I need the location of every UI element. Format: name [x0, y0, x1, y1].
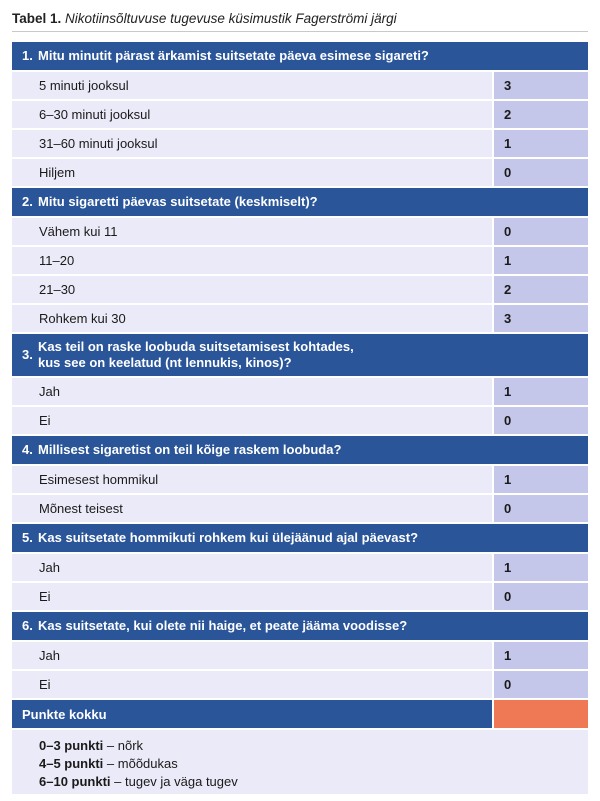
question-header-2	[12, 188, 588, 216]
scale-description: tugev ja väga tugev	[125, 774, 238, 789]
fagerstrom-table	[12, 42, 588, 794]
caption-title: Nikotiinsõltuvuse tugevuse küsimustik Fagerströmi järgi	[65, 11, 397, 26]
answer-row	[12, 72, 588, 99]
answer-row	[12, 466, 588, 493]
answer-row	[12, 554, 588, 581]
answer-label: Ei	[12, 671, 492, 698]
answer-points: 2	[494, 276, 588, 303]
question-number: 4.	[22, 442, 33, 457]
question-text-line: Mitu sigaretti päevas suitsetate (keskmiselt)?	[38, 194, 318, 209]
answer-points: 0	[494, 159, 588, 186]
caption-label: Tabel 1.	[12, 11, 62, 26]
answer-row	[12, 101, 588, 128]
answer-label: 6–30 minuti jooksul	[12, 101, 492, 128]
answer-row	[12, 583, 588, 610]
answer-row	[12, 671, 588, 698]
answer-points: 2	[494, 101, 588, 128]
answer-points: 1	[494, 130, 588, 157]
answer-label: Rohkem kui 30	[12, 305, 492, 332]
answer-label: 11–20	[12, 247, 492, 274]
answer-points: 0	[494, 495, 588, 522]
answer-points: 0	[494, 671, 588, 698]
question-text-line: Kas suitsetate, kui olete nii haige, et peate jääma voodisse?	[38, 618, 408, 633]
answer-label: Jah	[12, 554, 492, 581]
answer-points: 1	[494, 642, 588, 669]
score-scale	[12, 730, 588, 794]
answer-points: 3	[494, 72, 588, 99]
answer-label: Hiljem	[12, 159, 492, 186]
total-row	[12, 700, 588, 728]
answer-row	[12, 305, 588, 332]
scale-description: mõõdukas	[117, 756, 178, 771]
total-score-box	[494, 700, 588, 728]
answer-row	[12, 130, 588, 157]
scale-row: 6–10 punkti – tugev ja väga tugev	[39, 774, 238, 789]
table-caption	[12, 11, 397, 26]
question-header-4	[12, 436, 588, 464]
answer-label: 5 minuti jooksul	[12, 72, 492, 99]
question-text-line: Kas teil on raske loobuda suitsetamisest kohtades,	[38, 339, 354, 354]
question-number: 2.	[22, 194, 33, 209]
answer-row	[12, 378, 588, 405]
answer-label: Jah	[12, 642, 492, 669]
answer-points: 1	[494, 554, 588, 581]
question-text	[38, 442, 578, 458]
answer-row	[12, 159, 588, 186]
answer-row	[12, 247, 588, 274]
question-number: 6.	[22, 618, 33, 633]
answer-points: 1	[494, 247, 588, 274]
scale-description: nõrk	[117, 738, 144, 753]
answer-row	[12, 407, 588, 434]
answer-label: Ei	[12, 407, 492, 434]
question-text-line: Mitu minutit pärast ärkamist suitsetate päeva esimese sigareti?	[38, 48, 429, 63]
answer-label: Esimesest hommikul	[12, 466, 492, 493]
answer-points: 0	[494, 583, 588, 610]
caption-divider	[12, 31, 588, 32]
question-text	[38, 194, 578, 210]
question-text-line: kus see on keelatud (nt lennukis, kinos)?	[38, 355, 292, 370]
answer-label: Vähem kui 11	[12, 218, 492, 245]
question-text-line: Kas suitsetate hommikuti rohkem kui ülejäänud ajal päevast?	[38, 530, 419, 545]
question-text	[38, 339, 578, 371]
answer-points: 0	[494, 218, 588, 245]
question-text-line: Millisest sigaretist on teil kõige raskem loobuda?	[38, 442, 342, 457]
answer-points: 1	[494, 378, 588, 405]
answer-label: 21–30	[12, 276, 492, 303]
scale-range: 6–10 punkti	[39, 774, 111, 789]
question-number: 1.	[22, 48, 33, 63]
answer-row	[12, 276, 588, 303]
answer-points: 3	[494, 305, 588, 332]
question-text	[38, 48, 578, 64]
question-text	[38, 530, 578, 546]
question-number: 5.	[22, 530, 33, 545]
question-header-1	[12, 42, 588, 70]
answer-row	[12, 218, 588, 245]
answer-points: 0	[494, 407, 588, 434]
question-text	[38, 618, 578, 634]
question-number: 3.	[22, 347, 33, 362]
question-header-3	[12, 334, 588, 376]
answer-row	[12, 495, 588, 522]
scale-range: 4–5 punkti	[39, 756, 104, 771]
answer-label: Mõnest teisest	[12, 495, 492, 522]
scale-row: 0–3 punkti – nõrk	[39, 738, 144, 753]
total-label: Punkte kokku	[12, 700, 492, 728]
answer-points: 1	[494, 466, 588, 493]
answer-row	[12, 642, 588, 669]
question-header-5	[12, 524, 588, 552]
answer-label: Jah	[12, 378, 492, 405]
answer-label: 31–60 minuti jooksul	[12, 130, 492, 157]
scale-row: 4–5 punkti – mõõdukas	[39, 756, 178, 771]
scale-range: 0–3 punkti	[39, 738, 104, 753]
question-header-6	[12, 612, 588, 640]
answer-label: Ei	[12, 583, 492, 610]
